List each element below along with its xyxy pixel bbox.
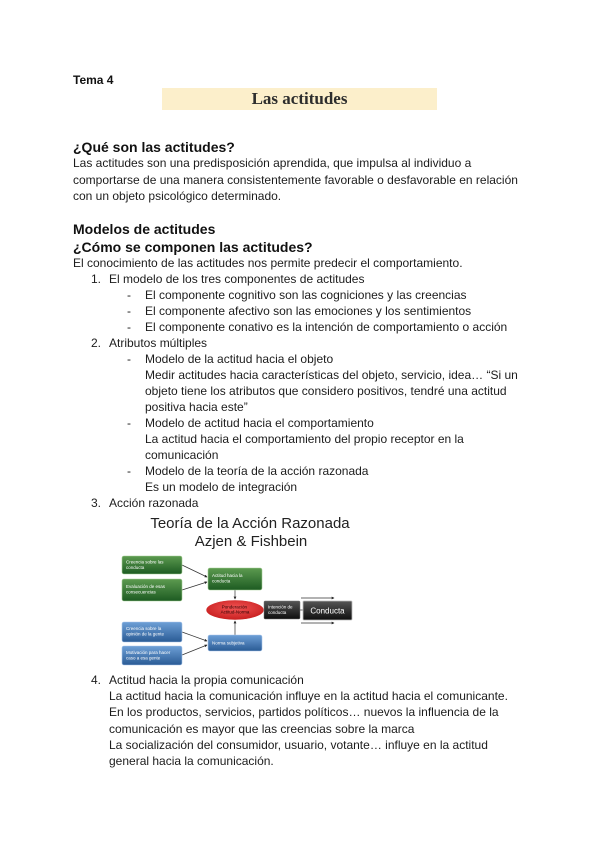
list-number: 4.: [91, 673, 102, 687]
node-label: [221, 605, 250, 615]
definition-paragraph: [73, 155, 573, 205]
bullet-detail-text: La actitud hacia el comportamiento del propio receptor en la: [145, 432, 464, 446]
node-belief-opinion: [122, 622, 182, 642]
node-label-line: conducta: [126, 565, 145, 570]
node-attitude: [208, 568, 262, 590]
bullet-item: [73, 287, 573, 303]
list-number: 2.: [91, 336, 102, 350]
node-label-line: Actitud-Norma: [220, 609, 250, 615]
node-label-line: conducta: [212, 578, 231, 584]
item-detail-text: La socialización del consumidor, usuario, votante… influye en la actitud: [109, 737, 488, 752]
list-item-header: [73, 271, 573, 287]
bullet-text: El componente cognitivo son las cogniciones y las creencias: [145, 288, 467, 302]
node-weighting: [206, 600, 264, 620]
node-label-line: opinión de la gente: [126, 631, 165, 637]
list-item-label: El modelo de los tres componentes de actitudes: [109, 272, 365, 286]
bullet-detail-text: Medir actitudes hacia características del objeto, servicio, idea… “Si un: [145, 368, 518, 382]
section-models: [73, 221, 573, 769]
intro-line: [73, 255, 573, 271]
bullet-detail-line: [73, 383, 573, 399]
page-title: Las actitudes: [251, 89, 348, 108]
section-heading: ¿Qué son las actitudes?: [73, 139, 235, 155]
list-item-header: [73, 335, 573, 351]
node-label: Conducta: [310, 606, 345, 616]
edge-motivation-to-norm: [182, 645, 207, 655]
bullet-marker: -: [127, 304, 131, 318]
node-label: Norma subjetiva: [212, 640, 245, 646]
node-label-line: Actitud hacia la: [212, 573, 243, 578]
bullet-detail-line: [73, 399, 573, 415]
item-detail-text: comunicación es mayor que las creencias sobre la marca: [109, 721, 415, 736]
node-norm: [208, 635, 262, 651]
edge-evaluation-to-attitude: [182, 582, 207, 590]
bullet-marker: -: [127, 288, 131, 302]
bullet-item: [73, 303, 573, 319]
reasoned-action-diagram: [118, 512, 355, 668]
list-item-label: Actitud hacia la propia comunicación: [109, 673, 304, 687]
node-label-line: Evaluación de esas: [126, 584, 166, 589]
diagram-canvas: [118, 512, 355, 668]
edge-belief-to-attitude: [182, 565, 207, 577]
item-detail-text: La actitud hacia la comunicación influye en la actitud hacia el comunicante.: [109, 689, 508, 704]
bullet-marker: -: [127, 416, 131, 430]
list-item-header: [73, 495, 573, 511]
bullet-detail-line: [73, 367, 573, 383]
title-banner: [162, 88, 437, 110]
node-label-line: consecuencias: [126, 589, 156, 595]
topic-label: Tema 4: [73, 73, 114, 87]
paragraph-line: Las actitudes son una predisposición aprendida, que impulsa al individuo a: [73, 156, 472, 170]
node-label: [126, 626, 165, 637]
bullet-detail-text: Es un modelo de integración: [145, 480, 298, 494]
bullet-marker: -: [127, 352, 131, 366]
item-detail-text: general hacia la comunicación.: [109, 753, 274, 768]
item-detail-text: En los productos, servicios, partidos políticos… nuevos la influencia de la: [109, 705, 499, 720]
bullet-item: [73, 351, 573, 367]
list-item-4: [73, 672, 573, 769]
section-definition: [73, 139, 573, 205]
node-label-line: Motivación para hacer: [126, 650, 171, 655]
list-item-label: Acción razonada: [109, 496, 199, 510]
intro-text: El conocimiento de las actitudes nos permite predecir el comportamiento.: [73, 256, 463, 270]
bullet-item: [73, 415, 573, 431]
node-label-line: Ponderación: [221, 604, 248, 610]
node-label-line: Creencia sobre la: [126, 626, 162, 631]
bullet-marker: -: [127, 464, 131, 478]
bullet-text: Modelo de la teoría de la acción razonada: [145, 464, 369, 478]
edge-opinion-to-norm: [182, 632, 207, 641]
diagram-subtitle: Azjen & Fishbein: [194, 533, 308, 550]
bullet-text: Modelo de actitud hacia el comportamiento: [145, 416, 374, 430]
node-behavior: [303, 601, 352, 620]
node-label-line: Intención de: [268, 604, 293, 610]
bullet-detail-line: [73, 479, 573, 495]
bullet-text: El componente conativo es la intención de comportamiento o acción: [145, 320, 508, 334]
node-intention: [264, 601, 300, 619]
bullet-detail-line: [73, 431, 573, 447]
diagram-title: Teoría de la Acción Razonada: [150, 515, 350, 532]
node-label-line: conducta: [268, 610, 287, 615]
item-detail-line: [73, 688, 573, 704]
list-item-2: [73, 335, 573, 495]
item-detail-line: [73, 737, 573, 753]
bullet-detail-text: comunicación: [145, 448, 219, 462]
node-label-line: Creencia sobre las: [126, 559, 164, 565]
item-detail-line: [73, 753, 573, 769]
bullet-detail-text: positiva hacia este”: [145, 400, 248, 414]
node-evaluation: [122, 579, 182, 601]
node-belief-behavior: [122, 556, 182, 574]
bullet-detail-line: [73, 447, 573, 463]
list-item-label: Atributos múltiples: [109, 336, 208, 350]
list-number: 3.: [91, 496, 102, 510]
bullet-item: [73, 463, 573, 479]
item-detail-line: [73, 704, 573, 720]
bullet-text: Modelo de la actitud hacia el objeto: [145, 352, 334, 366]
bullet-detail-text: objeto tiene los atributos que considero positivos, tendré una actitud: [145, 384, 507, 398]
list-item-3: [73, 495, 573, 668]
section-subheading: ¿Cómo se componen las actitudes?: [73, 239, 313, 255]
bullet-marker: -: [127, 320, 131, 334]
bullet-text: El componente afectivo son las emociones y los sentimientos: [145, 304, 472, 318]
list-item-1: [73, 271, 573, 335]
node-motivation: [122, 646, 182, 665]
node-label-line: caso a esa gente: [126, 655, 161, 661]
section-heading: Modelos de actitudes: [73, 221, 216, 237]
paragraph-line: con un objeto psicológico determinado.: [73, 189, 282, 203]
item-detail-line: [73, 721, 573, 737]
paragraph-line: comportarse de una manera consistentemente favorable o desfavorable en relación: [73, 172, 518, 187]
list-number: 1.: [91, 272, 102, 286]
list-item-header: [73, 672, 573, 688]
bullet-item: [73, 319, 573, 335]
